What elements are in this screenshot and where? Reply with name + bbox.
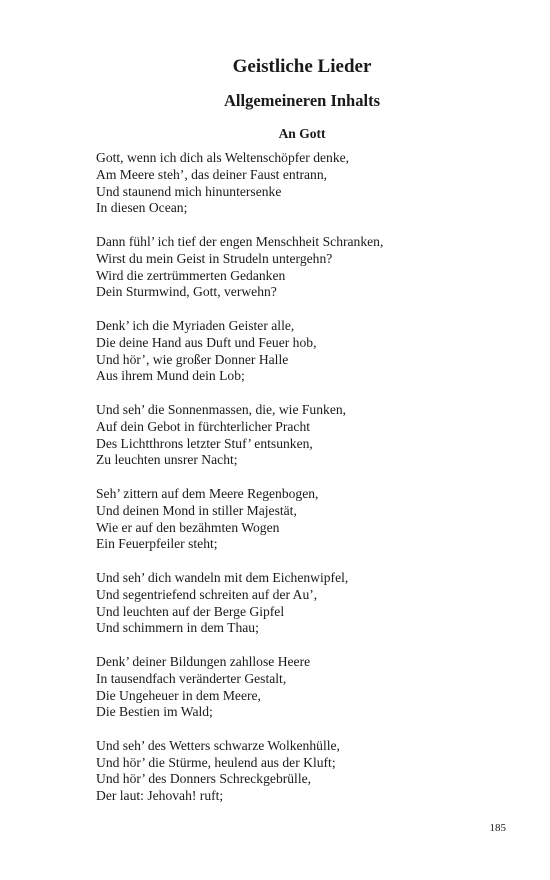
poem-line: Die deine Hand aus Duft und Feuer hob,	[96, 334, 317, 350]
poem-line: Und staunend mich hinuntersenke	[96, 183, 282, 199]
section-subtitle: Allgemeineren Inhalts	[224, 91, 380, 110]
poem-line: Ein Feuerpfeiler steht;	[96, 536, 218, 552]
poem-line: Denk’ deiner Bildungen zahllose Heere	[96, 653, 311, 669]
poem-line: Gott, wenn ich dich als Weltenschöpfer denke,	[96, 150, 350, 165]
poem-stanza	[96, 654, 516, 721]
poem-line: Wie er auf den bezähmten Wogen	[96, 519, 280, 535]
poem-line: Denk’ ich die Myriaden Geister alle,	[96, 317, 295, 333]
poem-body	[96, 150, 516, 822]
poem-line: Die Ungeheuer in dem Meere,	[96, 687, 261, 703]
poem-stanza	[96, 402, 516, 469]
poem-line: Aus ihrem Mund dein Lob;	[96, 368, 245, 384]
poem-line: Und hör’ des Donners Schreckgebrülle,	[96, 771, 312, 787]
poem-line: Und hör’ die Stürme, heulend aus der Kluft;	[96, 754, 336, 770]
poem-stanza	[96, 234, 516, 301]
poem-line: Wird die zertrümmerten Gedanken	[96, 267, 286, 283]
poem-line: Und deinen Mond in stiller Majestät,	[96, 502, 297, 518]
poem-line: Am Meere steh’, das deiner Faust entrann,	[96, 166, 328, 182]
poem-line: In diesen Ocean;	[96, 200, 188, 216]
poem-line: Und segentriefend schreiten auf der Au’,	[96, 586, 318, 602]
poem-line: Auf dein Gebot in fürchterlicher Pracht	[96, 418, 311, 434]
poem-line: Zu leuchten unsrer Nacht;	[96, 452, 238, 468]
poem-stanza	[96, 150, 516, 217]
poem-stanza	[96, 738, 516, 805]
poem-line: Dein Sturmwind, Gott, verwehn?	[96, 284, 277, 300]
poem-line: In tausendfach veränderter Gestalt,	[96, 670, 287, 686]
poem-stanza	[96, 570, 516, 637]
poem-line: Des Lichtthrons letzter Stuf’ entsunken,	[96, 435, 313, 451]
page-number: 185	[489, 822, 506, 834]
poem-line: Die Bestien im Wald;	[96, 704, 213, 720]
poem-line: Und seh’ dich wandeln mit dem Eichenwipfel,	[96, 569, 349, 585]
poem-line: Und seh’ die Sonnenmassen, die, wie Funken,	[96, 401, 347, 417]
poem-line: Und hör’, wie großer Donner Halle	[96, 351, 289, 367]
poem-title: An Gott	[278, 126, 326, 141]
poem-line: Und schimmern in dem Thau;	[96, 620, 259, 636]
section-title: Geistliche Lieder	[232, 56, 372, 77]
poem-line: Der laut: Jehovah! ruft;	[96, 788, 224, 804]
poem-line: Und leuchten auf der Berge Gipfel	[96, 603, 285, 619]
poem-stanza	[96, 486, 516, 553]
poem-line: Wirst du mein Geist in Strudeln untergehn?	[96, 250, 333, 266]
poem-line: Und seh’ des Wetters schwarze Wolkenhülle,	[96, 737, 340, 753]
poem-line: Dann fühl’ ich tief der engen Menschheit Schranken,	[96, 233, 384, 249]
poem-stanza	[96, 318, 516, 385]
poem-line: Seh’ zittern auf dem Meere Regenbogen,	[96, 485, 319, 501]
